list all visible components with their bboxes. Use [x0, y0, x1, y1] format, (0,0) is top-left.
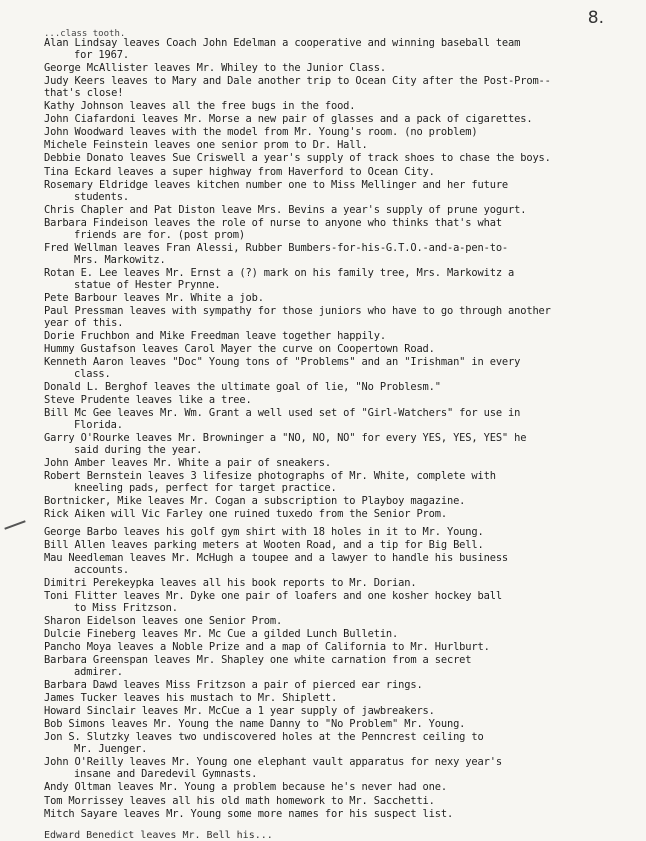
will-entry: [44, 553, 634, 577]
entry-continuation: Florida.: [74, 419, 123, 432]
will-entry: [44, 629, 634, 641]
entry-line: Kenneth Aaron leaves "Doc" Young tons of "Problems" and an "Irishman" in every: [44, 356, 521, 369]
document-body: [44, 38, 634, 822]
will-entry: [44, 706, 634, 718]
will-entry: [44, 76, 634, 100]
will-entry: [44, 540, 634, 552]
will-entry: [44, 655, 634, 679]
will-entry: [44, 153, 634, 165]
entry-continuation: Mrs. Markowitz.: [74, 253, 166, 266]
entry-line: Michele Feinstein leaves one senior prom to Dr. Hall.: [44, 139, 368, 152]
cut-off-line: ...class tooth.: [44, 29, 126, 39]
entry-continuation: class.: [74, 367, 111, 380]
will-entry: [44, 306, 634, 330]
entry-line: Barbara Greenspan leaves Mr. Shapley one white carnation from a secret: [44, 654, 472, 667]
entry-continuation: admirer.: [74, 665, 123, 678]
will-entry: [44, 757, 634, 781]
will-entry: [44, 680, 634, 692]
page-number: 8.: [587, 8, 604, 28]
entry-line: Alan Lindsay leaves Coach John Edelman a cooperative and winning baseball team: [44, 37, 521, 49]
entry-line: Sharon Eidelson leaves one Senior Prom.: [44, 614, 283, 627]
will-entry: [44, 719, 634, 731]
entry-line: George Barbo leaves his golf gym shirt with 18 holes in it to Mr. Young.: [44, 525, 484, 538]
entry-line: Jon S. Slutzky leaves two undiscovered holes at the Penncrest ceiling to: [44, 731, 484, 744]
entry-line: Judy Keers leaves to Mary and Dale another trip to Ocean City after the Post-Prom--: [44, 75, 551, 88]
will-entry: [44, 782, 634, 794]
entry-line: John Ciafardoni leaves Mr. Morse a new pair of glasses and a pack of cigarettes.: [44, 113, 533, 126]
entry-continuation: statue of Hester Prynne.: [74, 278, 221, 291]
entry-line: Kathy Johnson leaves all the free bugs in the food.: [44, 100, 356, 113]
cut-off-bottom-line: Edward Benedict leaves Mr. Bell his...: [44, 830, 273, 841]
entry-continuation: kneeling pads, perfect for target practice.: [74, 482, 337, 495]
entry-continuation: Mr. Juenger.: [74, 743, 148, 756]
will-entry: [44, 591, 634, 615]
entry-continuation: for 1967.: [74, 48, 129, 61]
entry-line: Toni Flitter leaves Mr. Dyke one pair of loafers and one kosher hockey ball: [44, 589, 502, 602]
will-entry: [44, 101, 634, 113]
will-entry: [44, 127, 634, 139]
entry-line: Rick Aiken will Vic Farley one ruined tuxedo from the Senior Prom.: [44, 508, 447, 521]
entry-continuation: friends are for. (post prom): [74, 228, 245, 241]
margin-check-mark: [4, 520, 25, 529]
entry-line: Pancho Moya leaves a Noble Prize and a map of California to Mr. Hurlburt.: [44, 640, 490, 653]
will-entry: [44, 732, 634, 756]
entry-line: Dulcie Fineberg leaves Mr. Mc Cue a gilded Lunch Bulletin.: [44, 627, 399, 640]
will-entry: [44, 38, 634, 62]
will-entry: [44, 331, 634, 343]
will-entry: [44, 408, 634, 432]
will-entry: [44, 180, 634, 204]
will-entry: [44, 693, 634, 705]
will-entry: [44, 578, 634, 590]
entry-line: Bob Simons leaves Mr. Young the name Danny to "No Problem" Mr. Young.: [44, 718, 466, 731]
will-entry: [44, 496, 634, 508]
entry-line: Mitch Sayare leaves Mr. Young some more names for his suspect list.: [44, 807, 454, 820]
entry-line: Donald L. Berghof leaves the ultimate goal of lie, "No Problesm.": [44, 381, 441, 394]
will-entry: [44, 382, 634, 394]
will-entry: [44, 796, 634, 808]
will-entry: [44, 509, 634, 521]
entry-continuation: insane and Daredevil Gymnasts.: [74, 768, 258, 781]
entry-line: Mau Needleman leaves Mr. McHugh a toupee and a lawyer to handle his business: [44, 551, 509, 564]
entry-continuation: said during the year.: [74, 444, 203, 457]
entry-line: Steve Prudente leaves like a tree.: [44, 394, 252, 407]
entry-line: Bortnicker, Mike leaves Mr. Cogan a subscription to Playboy magazine.: [44, 495, 466, 508]
entry-line: Tina Eckard leaves a super highway from Haverford to Ocean City.: [44, 165, 435, 178]
entry-line: Barbara Findeison leaves the role of nurse to anyone who thinks that's what: [44, 216, 502, 229]
entry-line: Rosemary Eldridge leaves kitchen number one to Miss Mellinger and her future: [44, 178, 509, 191]
entry-line: Bill Mc Gee leaves Mr. Wm. Grant a well used set of "Girl-Watchers" for use in: [44, 407, 521, 420]
entry-line: Dorie Fruchbon and Mike Freedman leave together happily.: [44, 329, 386, 342]
will-entry: [44, 471, 634, 495]
will-entry: [44, 616, 634, 628]
entry-continuation: that's close!: [44, 87, 124, 99]
will-entry: [44, 458, 634, 470]
entry-line: Fred Wellman leaves Fran Alessi, Rubber Bumbers-for-his-G.T.O.-and-a-pen-to-: [44, 241, 509, 254]
will-entry: [44, 809, 634, 821]
entry-continuation: to Miss Fritzson.: [74, 601, 178, 614]
entry-line: John O'Reilly leaves Mr. Young one elephant vault apparatus for nexy year's: [44, 756, 502, 769]
will-entry: [44, 243, 634, 267]
entry-line: Dimitri Perekeypka leaves all his book reports to Mr. Dorian.: [44, 576, 417, 589]
entry-line: Chris Chapler and Pat Diston leave Mrs. Bevins a year's supply of prune yogurt.: [44, 203, 527, 216]
entry-continuation: year of this.: [44, 316, 124, 329]
entry-line: Rotan E. Lee leaves Mr. Ernst a (?) mark on his family tree, Mrs. Markowitz a: [44, 266, 515, 279]
entry-line: Barbara Dawd leaves Miss Fritzson a pair of pierced ear rings.: [44, 679, 423, 692]
entry-line: Robert Bernstein leaves 3 lifesize photographs of Mr. White, complete with: [44, 470, 496, 483]
will-entry: [44, 114, 634, 126]
entry-line: Andy Oltman leaves Mr. Young a problem because he's never had one.: [44, 781, 447, 794]
entry-line: Debbie Donato leaves Sue Criswell a year's supply of track shoes to chase the boys.: [44, 152, 551, 165]
will-entry: [44, 527, 634, 539]
entry-line: Bill Allen leaves parking meters at Wooten Road, and a tip for Big Bell.: [44, 538, 484, 551]
entry-line: John Amber leaves Mr. White a pair of sneakers.: [44, 457, 331, 470]
will-entry: [44, 63, 634, 75]
will-entry: [44, 268, 634, 292]
will-entry: [44, 642, 634, 654]
entry-continuation: accounts.: [74, 563, 129, 576]
entry-line: George McAllister leaves Mr. Whiley to the Junior Class.: [44, 62, 386, 74]
entry-line: Garry O'Rourke leaves Mr. Browninger a "NO, NO, NO" for every YES, YES, YES" he: [44, 432, 527, 445]
entry-line: Howard Sinclair leaves Mr. McCue a 1 year supply of jawbreakers.: [44, 705, 435, 718]
will-entry: [44, 167, 634, 179]
entry-line: Paul Pressman leaves with sympathy for those juniors who have to go through another: [44, 304, 551, 317]
entry-line: Hummy Gustafson leaves Carol Mayer the curve on Coopertown Road.: [44, 342, 435, 355]
will-entry: [44, 140, 634, 152]
entry-line: John Woodward leaves with the model from Mr. Young's room. (no problem): [44, 126, 478, 139]
entry-line: Pete Barbour leaves Mr. White a job.: [44, 291, 264, 304]
will-entry: [44, 395, 634, 407]
entry-line: Tom Morrissey leaves all his old math homework to Mr. Sacchetti.: [44, 794, 435, 807]
will-entry: [44, 218, 634, 242]
entry-line: James Tucker leaves his mustach to Mr. Shiplett.: [44, 692, 338, 705]
will-entry: [44, 205, 634, 217]
entry-continuation: students.: [74, 190, 129, 203]
will-entry: [44, 433, 634, 457]
will-entry: [44, 344, 634, 356]
will-entry: [44, 293, 634, 305]
will-entry: [44, 357, 634, 381]
